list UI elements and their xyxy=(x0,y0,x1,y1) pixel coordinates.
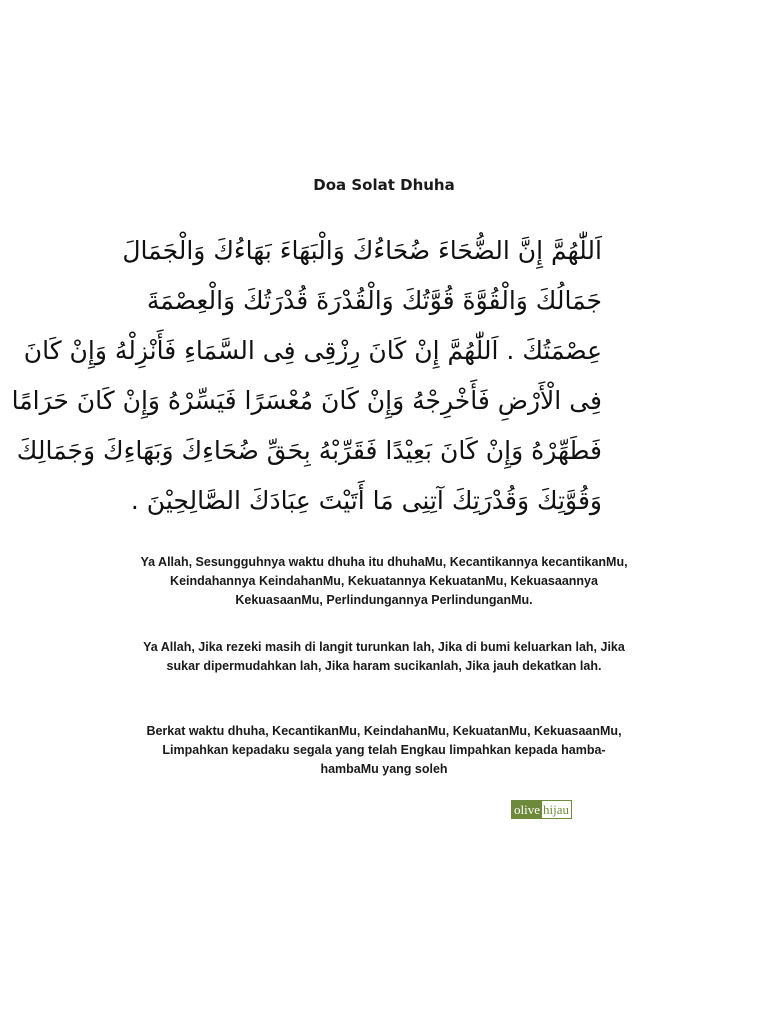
translation-paragraph-2 xyxy=(134,638,634,676)
olivehijau-logo xyxy=(511,800,572,819)
translation-text: Ya Allah, Sesungguhnya waktu dhuha itu dhuhaMu, Kecantikannya kecantikanMu, Keindahannya KeindahanMu, Kekuatannya KekuatanMu, Kekuasaannya KekuasaanMu, Perlindungannya PerlindunganMu. xyxy=(140,555,628,607)
translation-paragraph-3 xyxy=(134,722,634,779)
translation-paragraph-1 xyxy=(134,553,634,610)
arabic-line: جَمَالُكَ وَالْقُوَّةَ قُوَّتُكَ وَالْقُدْرَةَ قُدْرَتُكَ وَالْعِصْمَةَ xyxy=(146,286,602,315)
arabic-line: عِصْمَتُكَ . اَللّٰهُمَّ إِنْ كَانَ رِزْقِى فِى السَّمَاءِ فَأَنْزِلْهُ وَإِنْ كَانَ xyxy=(23,336,602,365)
logo-text-hijau: hijau xyxy=(543,802,569,817)
logo-text-olive: olive xyxy=(514,802,540,817)
page-title: Doa Solat Dhuha xyxy=(313,176,455,194)
arabic-line: فَطَهِّرْهُ وَإِنْ كَانَ بَعِيْدًا فَقَرِّبْهُ بِحَقِّ ضُحَاءِكَ وَبَهَاءِكَ وَجَمَالِكَ xyxy=(16,436,602,465)
arabic-line: وَقُوَّتِكَ وَقُدْرَتِكَ آتِنِى مَا أَتَيْتَ عِبَادَكَ الصَّالِحِيْنَ . xyxy=(130,486,602,515)
arabic-line: اَللّٰهُمَّ إِنَّ الضُّحَاءَ ضُحَاءُكَ وَالْبَهَاءَ بَهَاءُكَ وَالْجَمَالَ xyxy=(122,236,602,265)
arabic-prayer-text xyxy=(11,226,602,526)
translation-text: Ya Allah, Jika rezeki masih di langit turunkan lah, Jika di bumi keluarkan lah, Jika sukar dipermudahkan lah, Jika haram sucikanlah, Jika jauh dekatkan lah. xyxy=(143,640,625,673)
translation-text: Berkat waktu dhuha, KecantikanMu, KeindahanMu, KekuatanMu, KekuasaanMu, Limpahkan kepadaku segala yang telah Engkau limpahkan kepada hamba-hambaMu yang soleh xyxy=(146,724,622,776)
arabic-line: فِى الْأَرْضِ فَأَخْرِجْهُ وَإِنْ كَانَ مُعْسَرًا فَيَسِّرْهُ وَإِنْ كَانَ حَرَامًا xyxy=(11,386,602,415)
